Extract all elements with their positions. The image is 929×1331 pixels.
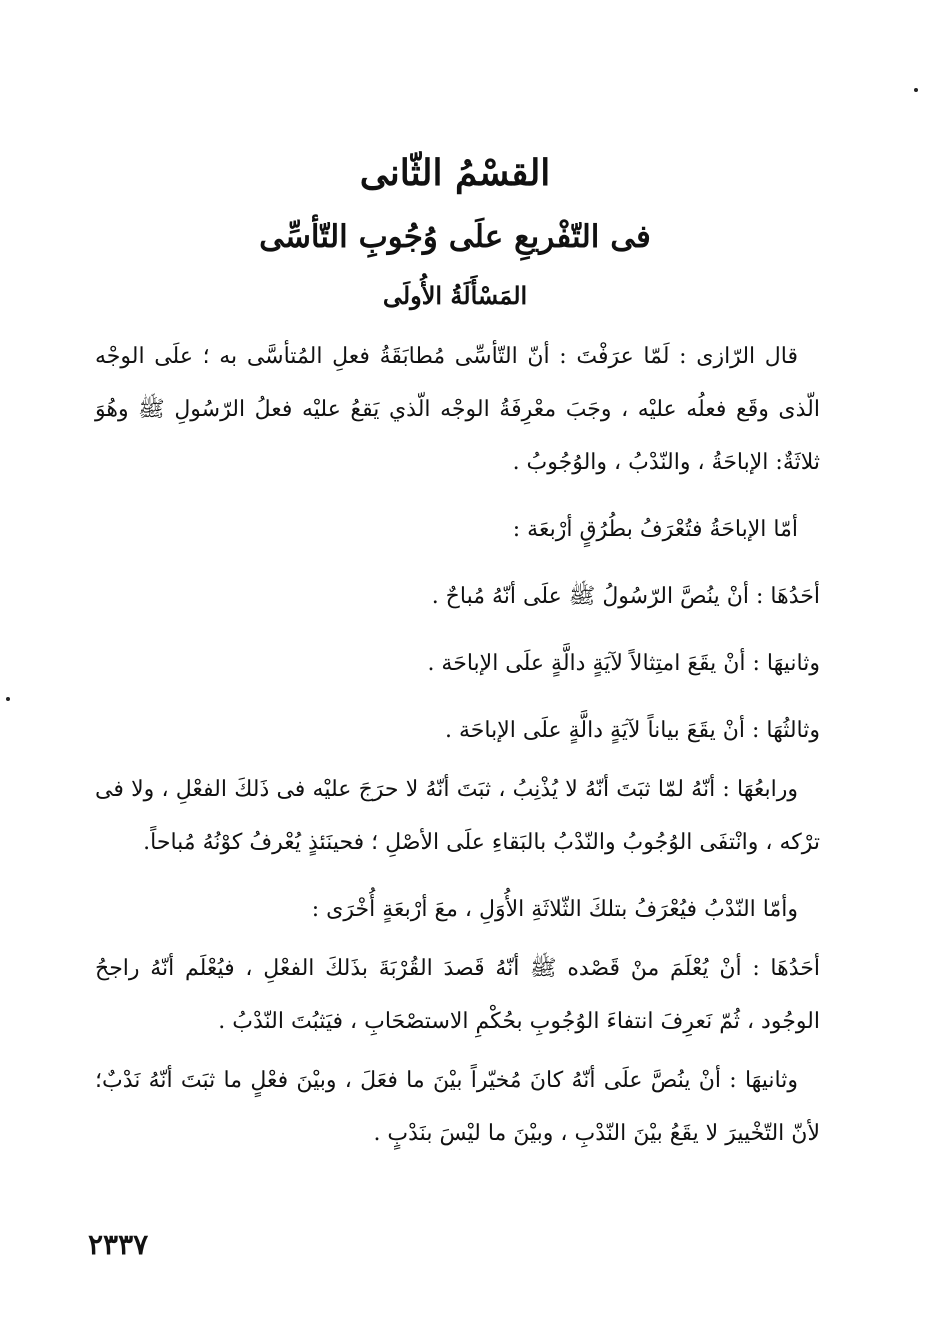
paragraph-ibaha-third: وثالثُهَا : أنْ يقَعَ بياناً لآيَةٍ دالَّةٍ علَى الإباحَة . xyxy=(445,718,820,743)
issue-heading: المَسْأَلَةُ الأُولَى xyxy=(382,281,528,310)
paragraph-nadb-intro: وأمّا النّدْبُ فيُعْرَفُ بتلكَ الثّلاثَةِ الأُوَلِ ، معَ أرْبعَةٍ أُخْرَى : xyxy=(311,897,798,922)
margin-mark xyxy=(6,697,10,701)
page-number: ٢٣٣٧ xyxy=(88,1228,149,1261)
section-title: القسْمُ الثّانى xyxy=(359,152,551,194)
paragraph-nadb-first: أحَدُهَا : أنْ يُعْلَمَ منْ قَصْده ﷺ أنّهُ قَصدَ القُرْبَةَ بذَلكَ الفعْلِ ، فيُعْلَم أنّهُ راجحُ الوجُود ، ثُمّ نَعرِفَ انتفاءَ الوُجُوبِ بحُكْمِ الاستصْحَابِ ، فيَثبُتَ النّدْبُ . xyxy=(95,956,820,1034)
section-subtitle: فى التّفْريعِ علَى وُجُوبِ التّأسِّى xyxy=(259,219,651,255)
paragraph-nadb-second: وثانيهَا : أنْ ينُصَّ علَى أنّهُ كانَ مُخيّراً بيْنَ ما فعَلَ ، وبيْنَ فعْلٍ ما ثبَتَ أنّهُ نَدْبٌ؛ لأنّ التّخْييرَ لا يقَعُ بيْنَ النّدْبِ ، وبيْنَ ما ليْسَ بنَدْبٍ . xyxy=(95,1068,820,1146)
heading-block xyxy=(95,140,815,324)
body-text xyxy=(95,330,820,1160)
paragraph-ibaha-fourth: ورابعُهَا : أنّهُ لمّا ثبَتَ أنّهُ لا يُذْنِبُ ، ثبَتَ أنّهُ لا حرَجَ عليْه فى ذَلكَ الفعْلِ ، ولا فى ترْكه ، وانْتفَى الوُجُوبُ والنّدْبُ بالبَقاءِ علَى الأصْلِ ؛ فحينَئذٍ يُعْرفُ كوْنُهُ مُباحاً. xyxy=(95,777,820,855)
paragraph-ibaha-first: أحَدُهَا : أنْ ينُصَّ الرّسُولُ ﷺ علَى أنّهُ مُباحٌ . xyxy=(431,584,820,609)
paragraph-ibaha-second: وثانيهَا : أنْ يقَعَ امتِثالاً لآيَةٍ دالَّةٍ علَى الإباحَة . xyxy=(427,651,820,676)
paragraph-ibaha-intro: أمّا الإباحَةُ فتُعْرَفُ بطُرُقٍ أرْبعَة : xyxy=(512,517,798,542)
paragraph-intro: قال الرّازى : لَمّا عرَفْتَ : أنّ التّأسِّى مُطابَقَةُ فعلِ المُتأسَّى به ؛ علَى الوجْه الّذى وقَع فعلُه عليْه ، وجَبَ معْرِفَةُ الوجْه الّذي يَقعُ عليْه فعلُ الرّسُولِ ﷺ وهُوَ ثلاثَةٌ: الإباحَةُ ، والنّدْبُ ، والوُجُوبُ . xyxy=(95,344,820,475)
margin-mark xyxy=(914,88,918,92)
